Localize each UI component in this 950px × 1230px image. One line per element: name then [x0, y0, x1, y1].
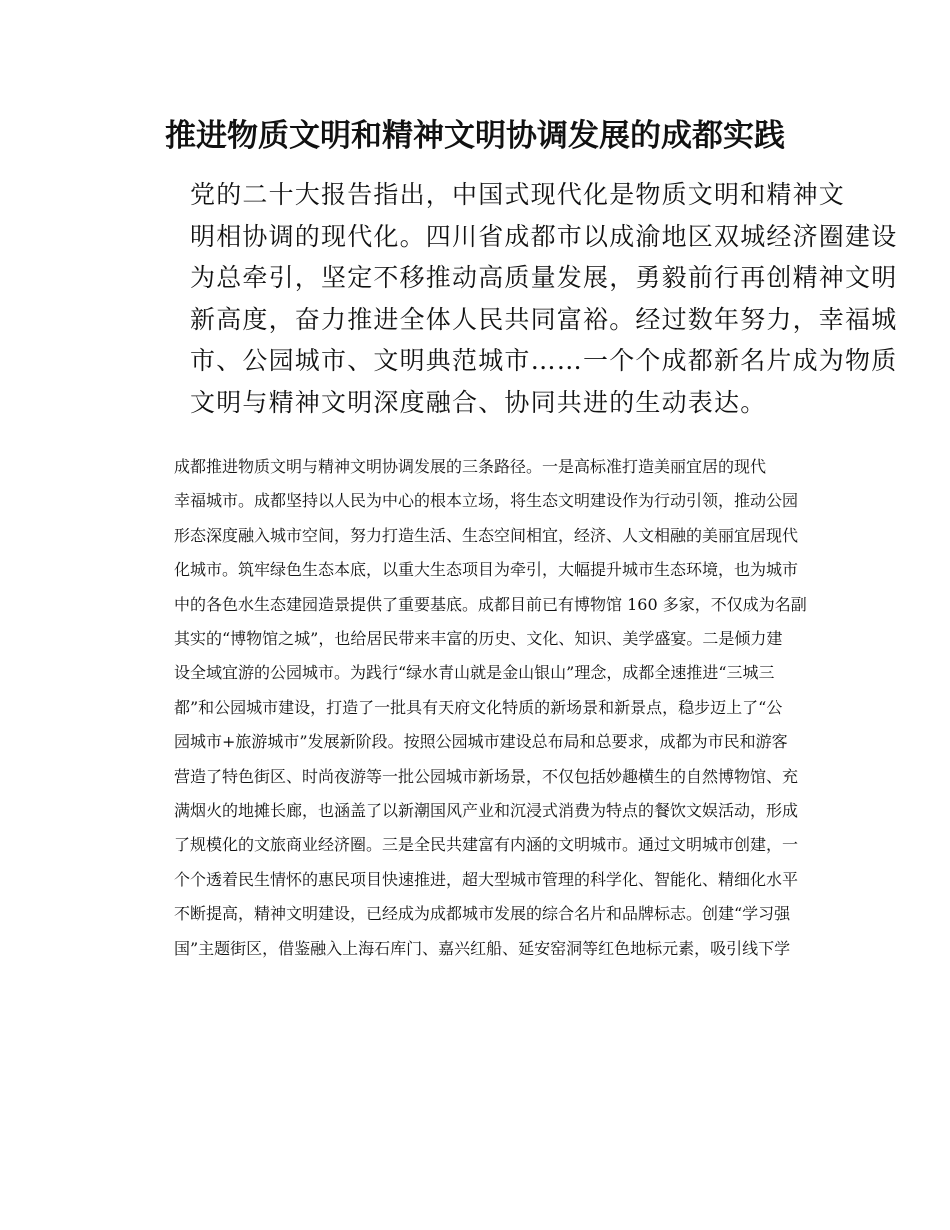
- document-title: 推进物质文明和精神文明协调发展的成都实践: [165, 118, 785, 154]
- body-line: 园城市+旅游城市”发展新阶段。按照公园城市建设总布局和总要求，成都为市民和游客: [174, 732, 788, 752]
- body-line: 化城市。筑牢绿色生态本底，以重大生态项目为牵引，大幅提升城市生态环境，也为城市: [174, 560, 799, 580]
- body-line: 设全域宜游的公园城市。为践行“绿水青山就是金山银山”理念，成都全速推进“三城三: [174, 663, 775, 683]
- lead-line: 市、公园城市、文明典范城市……一个个成都新名片成为物质: [190, 346, 898, 376]
- body-line: 成都推进物质文明与精神文明协调发展的三条路径。一是高标准打造美丽宜居的现代: [174, 457, 767, 476]
- body-line: 幸福城市。成都坚持以人民为中心的根本立场，将生态文明建设作为行动引领，推动公园: [174, 491, 799, 511]
- body-paragraph: [140, 450, 810, 966]
- body-line: 其实的“博物馆之城”，也给居民带来丰富的历史、文化、知识、美学盛宴。二是倾力建: [174, 629, 783, 649]
- lead-line: 党的二十大报告指出，中国式现代化是物质文明和精神文: [190, 180, 846, 209]
- body-line: 满烟火的地摊长廊，也涵盖了以新潮国风产业和沉浸式消费为特点的餐饮文娱活动，形成: [174, 801, 799, 821]
- lead-line: 明相协调的现代化。四川省成都市以成渝地区双城经济圈建设: [190, 221, 898, 251]
- body-line: 个个透着民生情怀的惠民项目快速推进，超大型城市管理的科学化、智能化、精细化水平: [174, 869, 799, 889]
- body-line: 国”主题街区，借鉴融入上海石库门、嘉兴红船、延安窑洞等红色地标元素，吸引线下学: [174, 938, 791, 958]
- body-line: 中的各色水生态建园造景提供了重要基底。成都目前已有博物馆 160 多家，不仅成为名副: [174, 594, 807, 614]
- lead-line: 文明与精神文明深度融合、协同共进的生动表达。: [190, 387, 767, 417]
- body-line: 不断提高，精神文明建设，已经成为成都城市发展的综合名片和品牌标志。创建“学习强: [174, 904, 791, 924]
- body-line: 营造了特色街区、时尚夜游等一批公园城市新场景，不仅包括妙趣横生的自然博物馆、充: [174, 766, 799, 786]
- lead-paragraph: [140, 174, 898, 424]
- body-line: 形态深度融入城市空间，努力打造生活、生态空间相宜，经济、人文相融的美丽宜居现代: [174, 525, 799, 545]
- lead-line: 为总牵引，坚定不移推动高质量发展，勇毅前行再创精神文明: [190, 263, 898, 293]
- body-line: 了规模化的文旅商业经济圈。三是全民共建富有内涵的文明城市。通过文明城市创建，一: [174, 835, 799, 855]
- body-line: 都”和公园城市建设，打造了一批具有天府文化特质的新场景和新景点，稳步迈上了“公: [174, 697, 783, 717]
- lead-line: 新高度，奋力推进全体人民共同富裕。经过数年努力，幸福城: [190, 304, 898, 334]
